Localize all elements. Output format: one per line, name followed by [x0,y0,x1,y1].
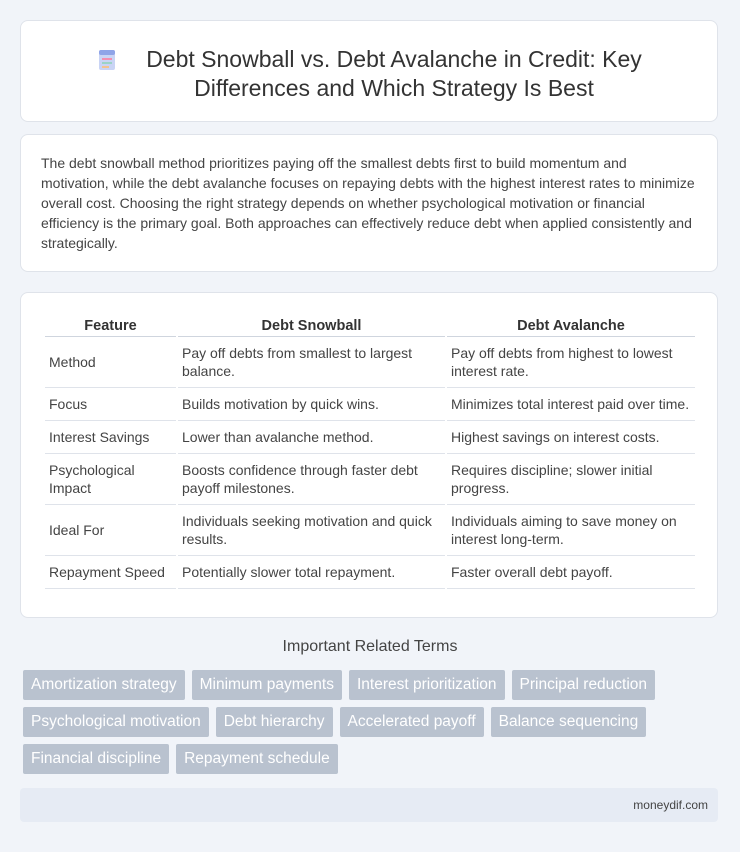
header-snowball: Debt Snowball [178,315,445,337]
summary-card [20,134,718,272]
cell-feature: Method [45,337,176,388]
cell-snowball: Individuals seeking motivation and quick results. [178,505,445,556]
title-card [20,20,718,122]
cell-feature: Ideal For [45,505,176,556]
comparison-card [20,292,718,618]
cell-avalanche: Pay off debts from highest to lowest interest rate. [447,337,695,388]
cell-avalanche: Individuals aiming to save money on interest long-term. [447,505,695,556]
cell-avalanche: Minimizes total interest paid over time. [447,388,695,421]
related-terms-title: Important Related Terms [282,638,458,655]
related-term-tag[interactable]: Accelerated payoff [340,707,484,737]
cell-feature: Focus [45,388,176,421]
cell-avalanche: Faster overall debt payoff. [447,556,695,589]
footer [20,788,718,822]
footer-site-link[interactable]: moneydif.com [633,798,708,812]
table-row [45,421,695,454]
related-term-tag[interactable]: Balance sequencing [491,707,647,737]
cell-snowball: Builds motivation by quick wins. [178,388,445,421]
cell-feature: Repayment Speed [45,556,176,589]
table-row [45,454,695,505]
related-term-tag[interactable]: Minimum payments [192,670,342,700]
related-term-tag[interactable]: Principal reduction [512,670,656,700]
table-header-row [45,315,695,337]
related-terms-list [23,670,713,774]
summary-text: The debt snowball method prioritizes paying off the smallest debts first to build momentum and motivation, while the debt avalanche focuses on repaying debts with the highest interest rates to minimize overall cost. Choosing the right strategy depends on whether psychological motivation or financial efficiency is the primary goal. Both approaches can effectively reduce debt when applied consistently and strategically. [41,155,695,251]
cell-snowball: Potentially slower total repayment. [178,556,445,589]
cell-snowball: Pay off debts from smallest to largest balance. [178,337,445,388]
document-icon [96,49,118,71]
cell-avalanche: Highest savings on interest costs. [447,421,695,454]
cell-snowball: Boosts confidence through faster debt payoff milestones. [178,454,445,505]
table-row [45,556,695,589]
related-term-tag[interactable]: Interest prioritization [349,670,505,700]
cell-avalanche: Requires discipline; slower initial progress. [447,454,695,505]
related-term-tag[interactable]: Psychological motivation [23,707,209,737]
table-row [45,337,695,388]
table-row [45,505,695,556]
header-avalanche: Debt Avalanche [447,315,695,337]
cell-snowball: Lower than avalanche method. [178,421,445,454]
related-term-tag[interactable]: Debt hierarchy [216,707,333,737]
cell-feature: Psychological Impact [45,454,176,505]
header-feature: Feature [45,315,176,337]
page-title: Debt Snowball vs. Debt Avalanche in Credit: Key Differences and Which Strategy Is Best [146,46,642,101]
comparison-table [43,315,697,589]
table-row [45,388,695,421]
title-wrap [21,45,717,103]
cell-feature: Interest Savings [45,421,176,454]
related-term-tag[interactable]: Financial discipline [23,744,169,774]
related-term-tag[interactable]: Amortization strategy [23,670,185,700]
related-term-tag[interactable]: Repayment schedule [176,744,338,774]
